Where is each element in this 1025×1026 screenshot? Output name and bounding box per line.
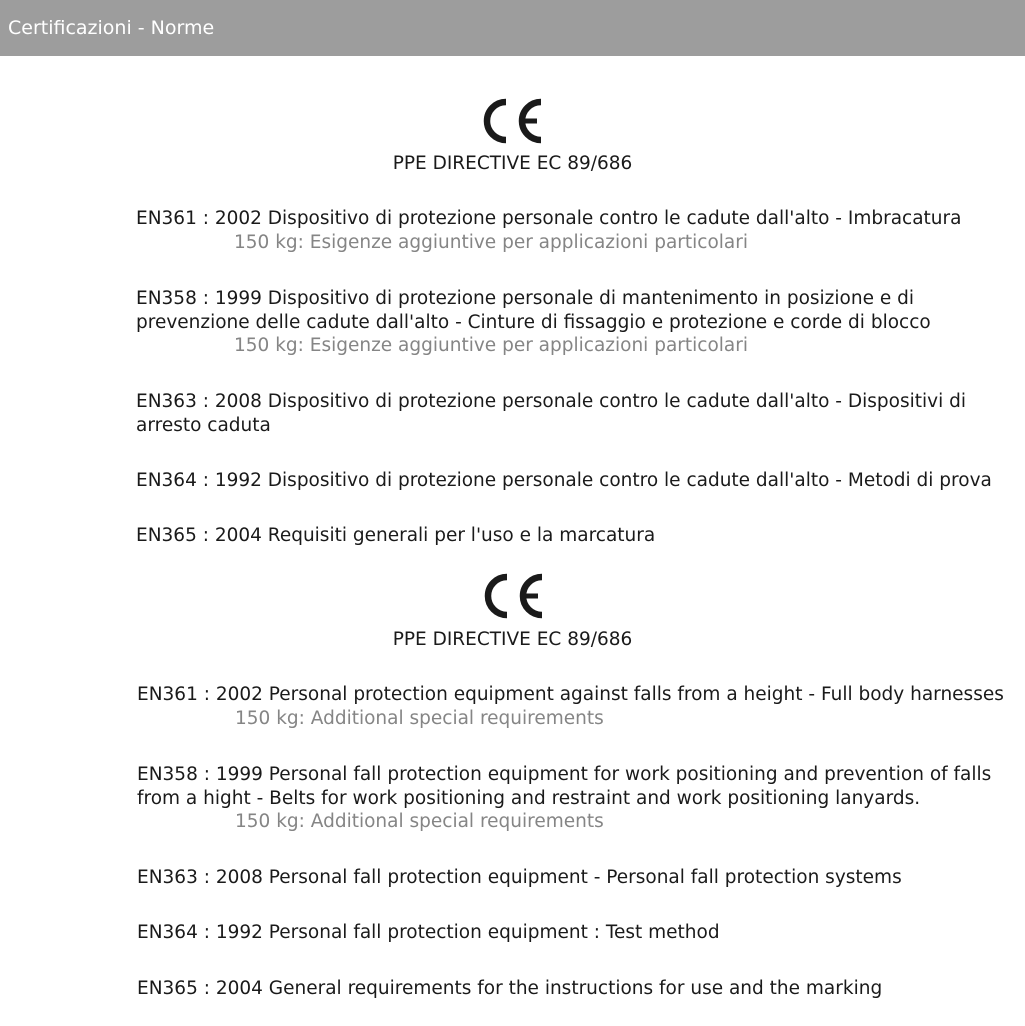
norm-item (136, 287, 1011, 358)
norm-item (136, 469, 1011, 493)
norm-item (137, 763, 1012, 834)
norm-item (137, 683, 1012, 730)
norm-text: EN364 : 1992 Personal fall protection equipment : Test method (137, 922, 720, 943)
norm-note: 150 kg: Additional special requirements (235, 707, 604, 729)
norm-text: EN358 : 1999 Dispositivo di protezione personale di mantenimento in posizione e di prevenzione delle cadute dall'alto - Cinture di fissaggio e protezione e corde di blocco (136, 288, 931, 333)
page-title: Certificazioni - Norme (8, 17, 215, 39)
ce-mark-icon (481, 98, 545, 144)
norm-item (137, 921, 1012, 945)
norm-text: EN361 : 2002 Dispositivo di protezione personale contro le cadute dall'alto - Imbracatura (136, 208, 962, 229)
norm-item (136, 390, 1011, 437)
norm-note: 150 kg: Esigenze aggiuntive per applicazioni particolari (234, 231, 748, 253)
norm-note: 150 kg: Additional special requirements (235, 811, 604, 832)
norm-item (136, 524, 1011, 548)
page-header (0, 0, 1025, 56)
norm-text: EN363 : 2008 Dispositivo di protezione personale contro le cadute dall'alto - Dispositivi di arresto caduta (136, 391, 966, 436)
norm-item (137, 977, 1012, 1001)
ce-mark-icon (482, 573, 546, 619)
norm-text: EN365 : 2004 Requisiti generali per l'uso e la marcatura (136, 525, 656, 546)
norm-item (136, 207, 1011, 254)
norm-note: 150 kg: Esigenze aggiuntive per applicazioni particolari (234, 335, 748, 356)
directive-title: PPE DIRECTIVE EC 89/686 (392, 629, 633, 650)
directive-title: PPE DIRECTIVE EC 89/686 (392, 153, 633, 174)
norm-item (137, 866, 1012, 890)
norm-text: EN364 : 1992 Dispositivo di protezione personale contro le cadute dall'alto - Metodi di prova (136, 470, 992, 491)
norm-text: EN363 : 2008 Personal fall protection equipment - Personal fall protection systems (137, 867, 902, 888)
norm-text: EN358 : 1999 Personal fall protection equipment for work positioning and prevention of falls from a hight - Belts for work positioning and restraint and work positioning lanyards. (137, 764, 992, 809)
norm-text: EN365 : 2004 General requirements for the instructions for use and the marking (137, 978, 883, 999)
norm-text: EN361 : 2002 Personal protection equipment against falls from a height - Full body harnesses (137, 684, 1004, 705)
